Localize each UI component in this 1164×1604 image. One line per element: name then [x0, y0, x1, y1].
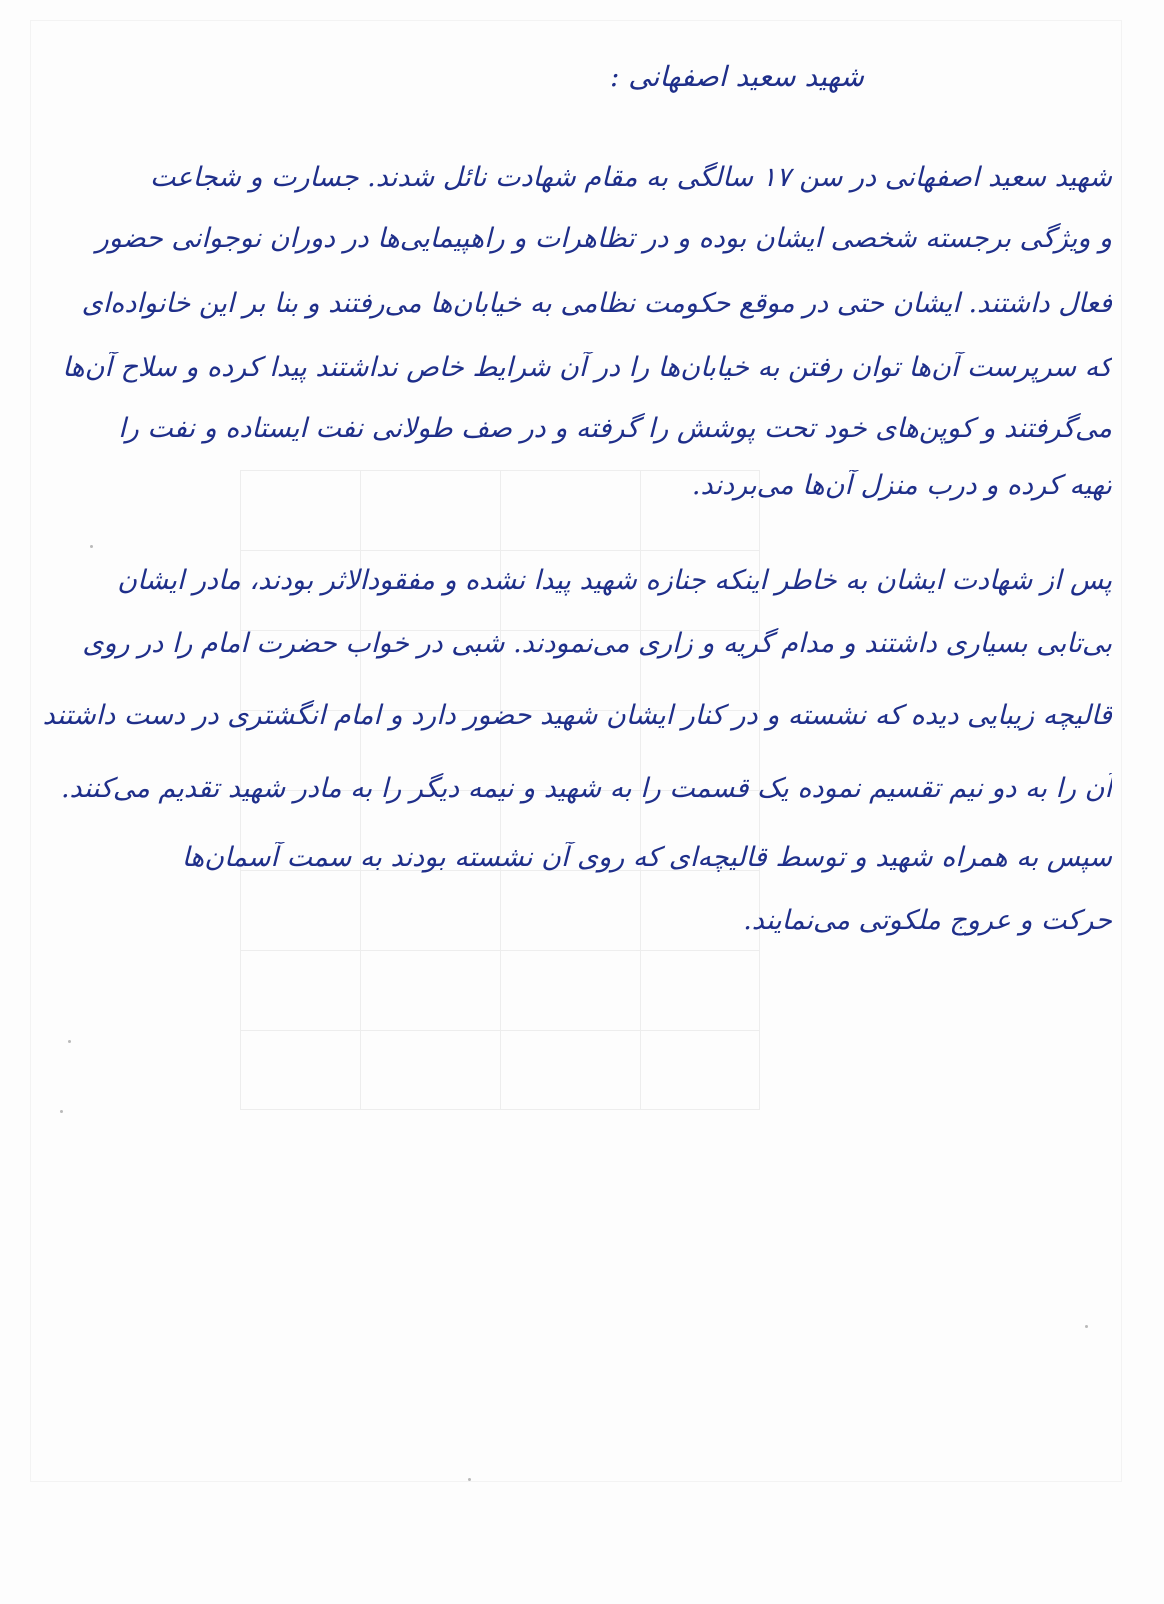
paragraph-2-line-3: قالیچه زیبایی دیده که نشسته و در کنار ایشان شهید حضور دارد و امام انگشتری در دست داشتند: [42, 700, 1112, 731]
paragraph-1-line-1: شهید سعید اصفهانی در سن ۱۷ سالگی به مقام شهادت نائل شدند. جسارت و شجاعت: [149, 162, 1112, 193]
scan-speck: [90, 545, 93, 548]
scan-speck: [68, 1040, 71, 1043]
paragraph-2-line-2: بی‌تابی بسیاری داشتند و مدام گریه و زاری می‌نمودند. شبی در خواب حضرت امام را در روی: [82, 628, 1112, 659]
paragraph-2-line-6: حرکت و عروج ملکوتی می‌نمایند.: [743, 905, 1112, 936]
paragraph-2-line-4: آن را به دو نیم تقسیم نموده یک قسمت را به شهید و نیمه دیگر را به مادر شهید تقدیم می‌کنند.: [60, 773, 1112, 804]
scan-speck: [468, 1478, 471, 1481]
paragraph-1-line-5: می‌گرفتند و کوپن‌های خود تحت پوشش را گرفته و در صف طولانی نفت ایستاده و نفت را: [118, 413, 1112, 444]
scan-speck: [1085, 1325, 1088, 1328]
letter-title: شهید سعید اصفهانی :: [609, 60, 864, 93]
paragraph-2-line-1: پس از شهادت ایشان به خاطر اینکه جنازه شهید پیدا نشده و مفقودالاثر بودند، مادر ایشان: [117, 565, 1112, 596]
paragraph-1-line-3: فعال داشتند. ایشان حتی در موقع حکومت نظامی به خیابان‌ها می‌رفتند و بنا بر این خانواده‌ای: [81, 288, 1112, 319]
paragraph-1-line-6: تهیه کرده و درب منزل آن‌ها می‌بردند.: [691, 470, 1112, 501]
paragraph-1-line-4: که سرپرست آن‌ها توان رفتن به خیابان‌ها را در آن شرایط خاص نداشتند پیدا کرده و سلاح آن‌ها: [62, 352, 1112, 383]
paragraph-1-line-2: و ویژگی برجسته شخصی ایشان بوده و در تظاهرات و راهپیمایی‌ها در دوران نوجوانی حضور: [95, 223, 1112, 254]
paragraph-2-line-5: سپس به همراه شهید و توسط قالیچه‌ای که روی آن نشسته بودند به سمت آسمان‌ها: [181, 842, 1112, 873]
scan-speck: [60, 1110, 63, 1113]
